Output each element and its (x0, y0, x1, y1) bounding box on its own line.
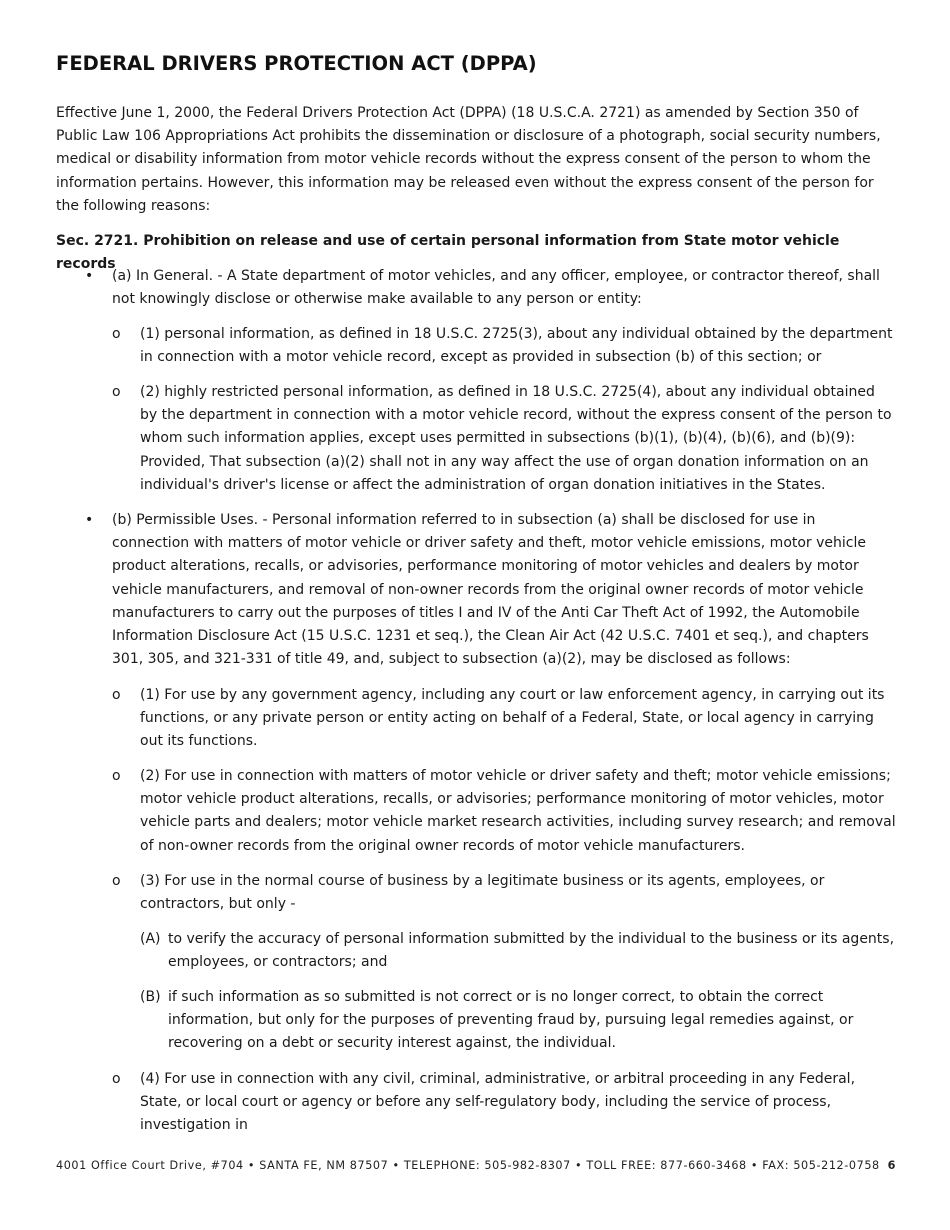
list-item-b1 (56, 684, 896, 754)
sub-marker: o (112, 873, 121, 889)
item-b-text: (b) Permissible Uses. - Personal information referred to in subsection (a) shall be disclosed for use in connection with matters of motor vehicle or driver safety and theft, motor vehicle emissions, motor vehicle product alterations, recalls, or advisories, performance monitoring of motor vehicles and dealers by motor vehicle manufacturers, and removal of non-owner records from the original owner records of motor vehicle manufacturers to carry out the purposes of titles I and IV of the Anti Car Theft Act of 1992, the Automobile Information Disclosure Act (15 U.S.C. 1231 et seq.), the Clean Air Act (42 U.S.C. 7401 et seq.), and chapters 301, 305, and 321-331 of title 49, and, subject to subsection (a)(2), may be disclosed as follows: (112, 512, 869, 668)
intro-paragraph: Effective June 1, 2000, the Federal Drivers Protection Act (DPPA) (18 U.S.C.A. 2721) as amended by Section 350 of Public Law 106 Appropriations Act prohibits the dissemination or disclosure of a photograph, social security numbers, medical or disability information from motor vehicle records without the express consent of the person to whom the information pertains. However, this information may be released even without the express consent of the person for the following reasons: (56, 105, 881, 214)
bullet-marker: • (85, 512, 94, 528)
bullet-marker: • (85, 268, 94, 284)
list-item-b (56, 509, 896, 671)
section-heading: Sec. 2721. Prohibition on release and use of certain personal information from State motor vehicle records (56, 233, 840, 272)
sub-label: (B) (140, 989, 161, 1005)
list-item-b3-A (56, 928, 896, 974)
list-item-a2 (56, 381, 896, 497)
page-title: FEDERAL DRIVERS PROTECTION ACT (DPPA) (56, 52, 537, 75)
list-item-b3-B (56, 986, 896, 1056)
list-item-b4 (56, 1068, 896, 1138)
sub-label: (A) (140, 931, 161, 947)
item-a-text: (a) In General. - A State department of motor vehicles, and any officer, employee, or contractor thereof, shall not knowingly disclose or otherwise make available to any person or entity: (112, 268, 880, 308)
item-a2-text: (2) highly restricted personal information, as defined in 18 U.S.C. 2725(4), about any individual obtained by the department in connection with a motor vehicle record, without the express consent of the person to whom such information applies, except uses permitted in subsections (b)(1), (b)(4), (b)(6), and (b)(9): Provided, That subsection (a)(2) shall not in any way affect the use of organ donation information on an individual's driver's license or affect the administration of organ donation initiatives in the States. (140, 384, 892, 493)
list-item-a (56, 265, 896, 311)
item-b3-B-text: if such information as so submitted is not correct or is no longer correct, to obtain the correct information, but only for the purposes of preventing fraud by, pursuing legal remedies against, or recovering on a debt or security interest against, the individual. (168, 989, 854, 1052)
sub-marker: o (112, 1071, 121, 1087)
list-item-b3 (56, 870, 896, 916)
item-a1-text: (1) personal information, as defined in 18 U.S.C. 2725(3), about any individual obtained by the department in connection with a motor vehicle record, except as provided in subsection (b) of this section; or (140, 326, 893, 366)
item-b4-text: (4) For use in connection with any civil, criminal, administrative, or arbitral proceeding in any Federal, State, or local court or agency or before any self-regulatory body, including the service of process, investigation in (140, 1071, 856, 1134)
sub-marker: o (112, 687, 121, 703)
sub-marker: o (112, 768, 121, 784)
page-number: 6 (887, 1159, 896, 1172)
sub-marker: o (112, 326, 121, 342)
list-item-b2 (56, 765, 896, 858)
item-b1-text: (1) For use by any government agency, including any court or law enforcement agency, in carrying out its functions, or any private person or entity acting on behalf of a Federal, State, or local agency in carrying out its functions. (140, 687, 885, 750)
item-b3-text: (3) For use in the normal course of business by a legitimate business or its agents, employees, or contractors, but only - (140, 873, 825, 913)
sub-marker: o (112, 384, 121, 400)
list-item-a1 (56, 323, 896, 369)
item-b3-A-text: to verify the accuracy of personal information submitted by the individual to the business or its agents, employees, or contractors; and (168, 931, 895, 971)
item-b2-text: (2) For use in connection with matters of motor vehicle or driver safety and theft; motor vehicle emissions; motor vehicle product alterations, recalls, or advisories; performance monitoring of motor vehicles, motor vehicle parts and dealers; motor vehicle market research activities, including survey research; and removal of non-owner records from the original owner records of motor vehicle manufacturers. (140, 768, 896, 854)
page-footer (56, 1159, 896, 1172)
footer-address: 4001 Office Court Drive, #704 • SANTA FE, NM 87507 • TELEPHONE: 505-982-8307 • TOLL FREE: 877-660-3468 • FAX: 505-212-0758 (56, 1159, 880, 1172)
